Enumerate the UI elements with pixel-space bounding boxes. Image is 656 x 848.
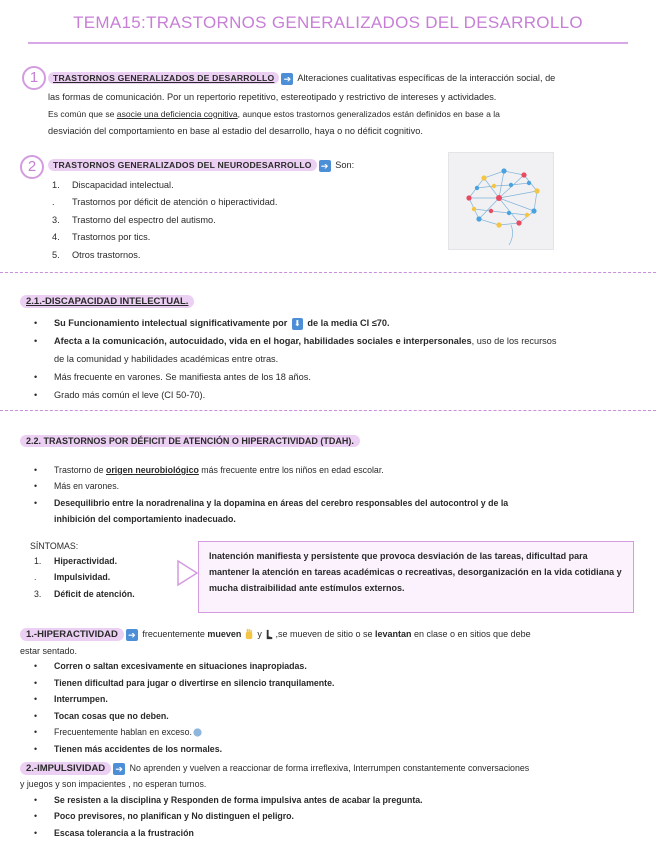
section-2-heading: TRASTORNOS GENERALIZADOS DEL NEURODESARROLLO: [48, 159, 317, 171]
right-arrow-icon: ➔: [319, 160, 331, 172]
inattention-callout: Inatención manifiesta y persistente que provoca desviación de las tareas, dificultad para mantener la atención en tareas académicas o recreativas, desorganización en la vida cotidiana y mucha distraibilidad ante estímulos externos.: [198, 541, 634, 613]
list-item: • Tienen más accidentes de los normales.: [34, 743, 223, 754]
list-item: • Trastorno de origen neurobiológico más frecuente entre los niños en edad escolar.: [34, 465, 384, 475]
right-arrow-icon: ➔: [113, 763, 125, 775]
list-item: • Su Funcionamiento intelectual significativamente por ⬇ de la media CI ≤70.: [34, 318, 390, 328]
foot-icon: [264, 629, 275, 640]
list-item: 4. Trastornos por tics.: [52, 232, 151, 243]
right-arrow-icon: ➔: [126, 629, 138, 641]
impulsivity-list: [30, 792, 635, 841]
list-item: 3. Trastorno del espectro del autismo.: [52, 214, 216, 225]
section-number-1: 1: [22, 66, 46, 90]
list-item: • Poco previsores, no planifican y No distinguen el peligro.: [34, 811, 295, 822]
hyperactivity-heading: 1.-HIPERACTIVIDAD: [20, 628, 124, 641]
list-item: • Frecuentemente hablan en exceso.: [30, 724, 635, 741]
section-2-1-heading: 2.1.-DISCAPACIDAD INTELECTUAL.: [20, 294, 194, 310]
section-number-2: 2: [20, 155, 44, 179]
hand-icon: [244, 629, 255, 640]
list-item: • Escasa tolerancia a la frustración: [34, 827, 194, 838]
page-title: TEMA15:TRASTORNOS GENERALIZADOS DEL DESARROLLO: [73, 13, 583, 32]
symptoms-list: [30, 553, 180, 602]
section-2-2-heading: 2.2. TRASTORNOS POR DÉFICIT DE ATENCIÓN O HIPERACTIVIDAD (TDAH).: [20, 434, 360, 449]
neurodev-list: [48, 177, 428, 264]
list-item: • Grado más común el leve (CI 50-70).: [34, 389, 206, 400]
list-item: • Interrumpen.: [34, 694, 108, 705]
impulsivity-heading: 2.-IMPULSIVIDAD: [20, 762, 111, 775]
list-item: • Tienen dificultad para jugar o divertirse en silencio tranquilamente.: [34, 677, 335, 688]
brain-network-image: [448, 152, 554, 250]
list-item: • Se resisten a la disciplina y Responden de forma impulsiva antes de acabar la pregunta.: [34, 795, 423, 805]
right-arrow-icon: ➔: [281, 73, 293, 85]
symptoms-label: SÍNTOMAS:: [30, 541, 79, 551]
hyperactivity-list: [30, 658, 635, 757]
list-item: • Afecta a la comunicación, autocuidado, vida en el hogar, habilidades sociales e interpersonales, uso de los recursos de la comunidad y habilidades académicas entre otras.: [34, 335, 557, 364]
hyperactivity-intro: 1.-HIPERACTIVIDAD ➔ frecuentemente mueven y ,se mueven de sitio o se levantan en clase o en sitios que debe estar sentado.: [20, 629, 531, 657]
section-1-heading: TRASTORNOS GENERALIZADOS DE DESARROLLO: [48, 72, 279, 84]
list-item: 5. Otros trastornos.: [52, 249, 141, 260]
section-divider: [0, 272, 656, 273]
speech-icon: [192, 727, 203, 738]
down-arrow-icon: ⬇: [292, 318, 303, 330]
list-item: • Desequilibrio entre la noradrenalina y la dopamina en áreas del cerebro responsables del autocontrol y de la inhibición del comportamiento inadecuado.: [34, 497, 509, 524]
list-item: • Más frecuente en varones. Se manifiesta antes de los 18 años.: [34, 371, 311, 382]
list-item: . Impulsividad.: [34, 572, 111, 583]
list-item: . Trastornos por déficit de atención o hiperactividad.: [52, 197, 278, 208]
list-item: 1. Discapacidad intelectual.: [52, 180, 174, 190]
section-2-heading-line: TRASTORNOS GENERALIZADOS DEL NEURODESARROLLO ➔ Son:: [48, 158, 438, 172]
list-item: • Corren o saltan excesivamente en situaciones inapropiadas.: [34, 661, 307, 671]
section-divider: [0, 410, 656, 411]
impulsivity-intro: 2.-IMPULSIVIDAD ➔ No aprenden y vuelven a reaccionar de forma irreflexiva, Interrumpen constantemente conversaciones y juegos y son impacientes , no esperan turnos.: [20, 763, 530, 790]
callout-arrow-icon: [176, 558, 200, 592]
list-item: 3. Déficit de atención.: [34, 588, 135, 599]
list-item: • Tocan cosas que no deben.: [34, 710, 169, 721]
list-item: 1. Hiperactividad.: [34, 556, 118, 566]
list-item: • Más en varones.: [34, 481, 120, 492]
intellectual-disability-list: [30, 315, 635, 405]
title-divider: [28, 42, 628, 44]
tdah-list: [30, 462, 635, 527]
section-1-text: TRASTORNOS GENERALIZADOS DE DESARROLLO ➔ Alteraciones cualitativas específicas de la interacción social, de las formas de comunicación. Por un repertorio repetitivo, estereotipado y restrictivo de intereses y actividades. Es común que se asocie una deficiencia cognitiva, aunque estos trastornos generalizados están definidos en base a la desviación del comportamiento en base al estadio del desarrollo, haya o no déficit cognitivo.: [48, 73, 556, 136]
